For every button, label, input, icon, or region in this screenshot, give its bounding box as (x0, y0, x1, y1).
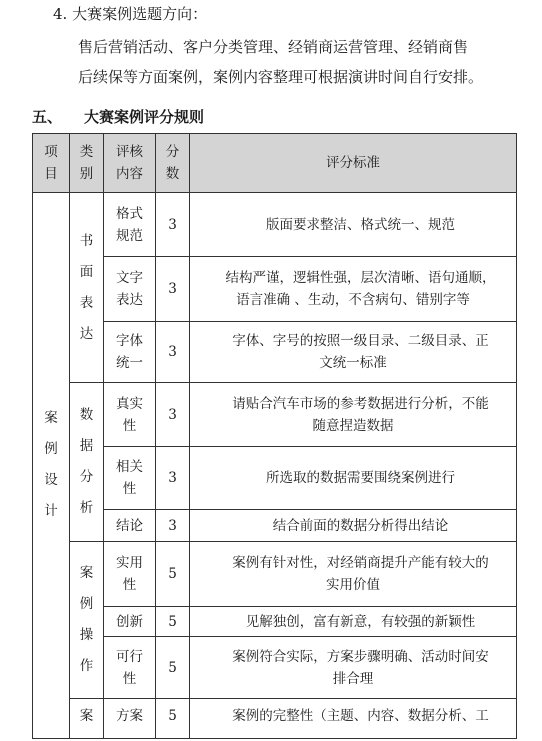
table-row (33, 383, 517, 447)
content-cell: 方案 (104, 699, 156, 739)
standard-cell: 所选取的数据需要围绕案例进行 (190, 447, 517, 510)
content-cell: 可行 性 (104, 637, 156, 699)
table-row (33, 699, 517, 739)
item-name-cell: 案 例 设 计 (33, 193, 70, 739)
table-row (33, 542, 517, 607)
header-item: 项 目 (33, 134, 70, 193)
standard-cell: 请贴合汽车市场的参考数据进行分析，不能 随意捏造数据 (190, 383, 517, 447)
category-data: 数 据 分 析 (70, 383, 104, 542)
content-cell: 相关 性 (104, 447, 156, 510)
table-row (33, 510, 517, 542)
score-cell: 5 (156, 607, 190, 637)
table-header-row (33, 134, 517, 193)
header-score: 分 数 (156, 134, 190, 193)
intro-item-4: 4. 大赛案例选题方向： (53, 5, 208, 23)
standard-cell: 结构严谨，逻辑性强，层次清晰、语句通顺， 语言准确 、生动，不含病句、错别字等 (190, 257, 517, 322)
standard-cell: 案例有针对性，对经销商提升产能有较大的 实用价值 (190, 542, 517, 607)
category-written: 书 面 表 达 (70, 193, 104, 383)
content-cell: 结论 (104, 510, 156, 542)
content-cell: 创新 (104, 607, 156, 637)
table-row (33, 607, 517, 637)
score-cell: 3 (156, 322, 190, 383)
intro-line-3: 后续保等方面案例，案例内容整理可根据演讲时间自行安排。 (78, 68, 484, 86)
table-row (33, 637, 517, 699)
table-row (33, 193, 517, 257)
score-cell: 3 (156, 257, 190, 322)
score-cell: 3 (156, 447, 190, 510)
content-cell: 真实 性 (104, 383, 156, 447)
content-cell: 文字 表达 (104, 257, 156, 322)
standard-cell: 字体、字号的按照一级目录、二级目录、正 文统一标准 (190, 322, 517, 383)
section-heading (32, 107, 204, 127)
header-standard: 评分标准 (190, 134, 517, 193)
content-cell: 格式 规范 (104, 193, 156, 257)
standard-cell: 见解独创，富有新意，有较强的新颖性 (190, 607, 517, 637)
standard-cell: 版面要求整洁、格式统一、规范 (190, 193, 517, 257)
table-row (33, 322, 517, 383)
score-cell: 5 (156, 542, 190, 607)
score-cell: 3 (156, 510, 190, 542)
standard-cell: 案例符合实际，方案步骤明确、活动时间安 排合理 (190, 637, 517, 699)
section-title: 大赛案例评分规则 (84, 108, 205, 126)
score-cell: 5 (156, 699, 190, 739)
content-cell: 字体 统一 (104, 322, 156, 383)
scoring-table (32, 133, 517, 739)
score-cell: 3 (156, 383, 190, 447)
score-cell: 5 (156, 637, 190, 699)
score-cell: 3 (156, 193, 190, 257)
header-category: 类 别 (70, 134, 104, 193)
intro-line-2: 售后营销活动、客户分类管理、经销商运营管理、经销商售 (78, 38, 469, 56)
category-operation: 案 例 操 作 (70, 542, 104, 699)
table-row (33, 447, 517, 510)
content-cell: 实用 性 (104, 542, 156, 607)
section-number: 五、 (32, 108, 63, 126)
standard-cell: 案例的完整性（主题、内容、数据分析、工 (190, 699, 517, 739)
header-content: 评核 内容 (104, 134, 156, 193)
table-row (33, 257, 517, 322)
category-last: 案 (70, 699, 104, 739)
standard-cell: 结合前面的数据分析得出结论 (190, 510, 517, 542)
